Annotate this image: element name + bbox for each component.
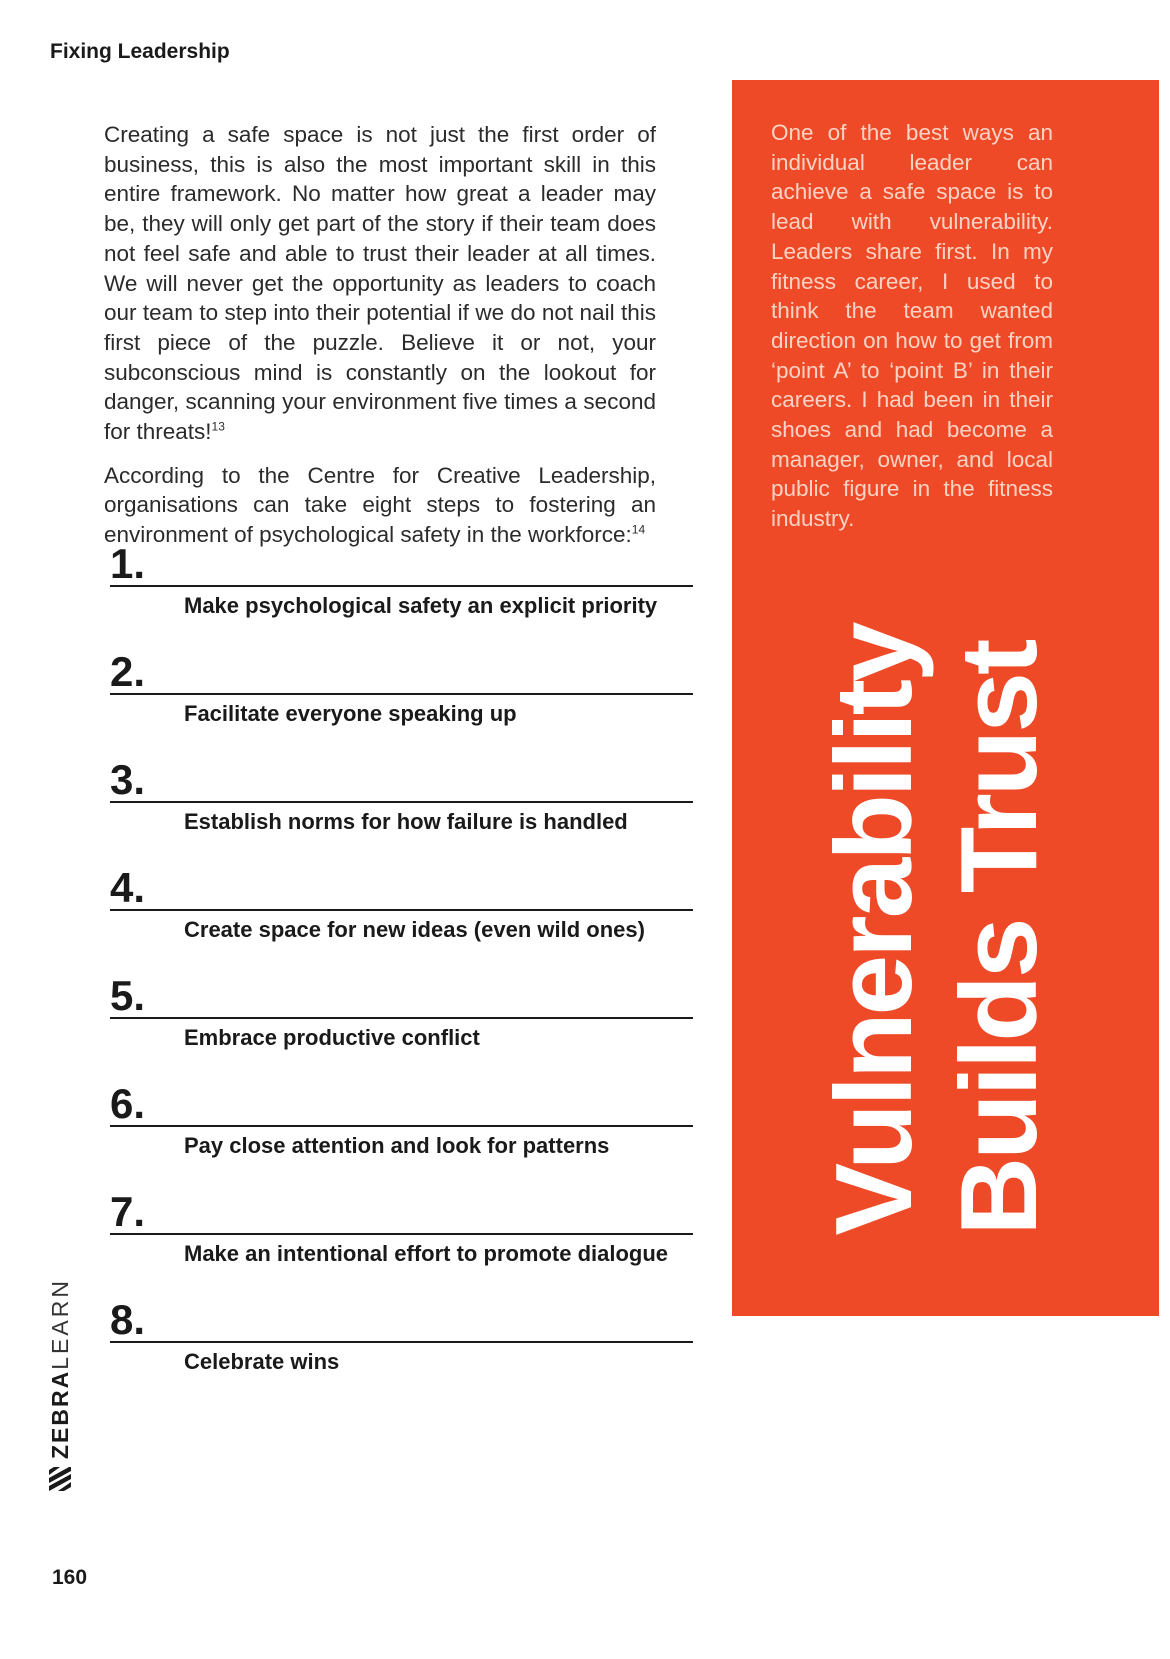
steps-list [110, 540, 693, 1404]
body-paragraph-2-text: According to the Centre for Creative Leadership, organisations can take eight steps to fostering an environment of psychological safety in the workforce: [104, 462, 656, 548]
brand-wordmark [47, 1278, 73, 1491]
step-divider [110, 1233, 693, 1235]
step-number: 1. [110, 540, 146, 587]
step-number: 3. [110, 756, 146, 803]
step-text: Create space for new ideas (even wild ones) [184, 917, 645, 942]
step-item [110, 1080, 693, 1188]
main-text [104, 120, 656, 564]
step-divider [110, 1125, 693, 1127]
step-item [110, 540, 693, 648]
step-text: Celebrate wins [184, 1349, 340, 1374]
step-item [110, 756, 693, 864]
step-divider [110, 693, 693, 695]
footnote-ref-14[interactable]: 14 [631, 522, 646, 537]
step-divider [110, 1341, 693, 1343]
step-text: Make psychological safety an explicit priority [184, 593, 658, 618]
step-item [110, 1296, 693, 1404]
step-number: 8. [110, 1296, 146, 1343]
brand-name-bold: ZEBRA [47, 1369, 73, 1459]
step-number: 5. [110, 972, 146, 1019]
step-divider [110, 909, 693, 911]
body-paragraph-1-text: Creating a safe space is not just the first order of business, this is also the most important skill in this entire framework. No matter how great a leader may be, they will only get part of the story if their team does not feel safe and able to trust their leader at all times. We will never get the opportunity as leaders to coach our team to step into their potential if we do not nail this first piece of the puzzle. Believe it or not, your subconscious mind is constantly on the lookout for danger, scanning your environment five times a second for threats! [104, 122, 656, 445]
body-paragraph-1 [104, 120, 656, 447]
brand-name-light: LEARN [47, 1278, 73, 1370]
sidebar-heading-line-1: Vulnerability [813, 624, 935, 1236]
sidebar-callout [732, 80, 1159, 1316]
step-number: 2. [110, 648, 146, 695]
step-item [110, 972, 693, 1080]
sidebar-text: One of the best ways an individual leader can achieve a safe space is to lead with vulnerability. Leaders share first. In my fitness career, I used to think the team wanted direction on how to get from ‘point A’ to ‘point B’ in their careers. I had been in their shoes and had become a manager, owner, and local public figure in the fitness industry. [771, 120, 1053, 532]
step-number: 7. [110, 1188, 146, 1235]
running-title: Fixing Leadership [50, 40, 230, 63]
page-number: 160 [52, 1566, 88, 1589]
step-item [110, 1188, 693, 1296]
step-item [110, 864, 693, 972]
step-text: Pay close attention and look for patterns [184, 1133, 610, 1158]
step-number: 6. [110, 1080, 146, 1127]
step-text: Make an intentional effort to promote dialogue [184, 1241, 669, 1266]
step-text: Establish norms for how failure is handled [184, 809, 628, 834]
step-text: Facilitate everyone speaking up [184, 701, 517, 726]
step-item [110, 648, 693, 756]
step-number: 4. [110, 864, 146, 911]
sidebar-heading-text [812, 624, 1062, 1235]
body-paragraph-2 [104, 461, 656, 550]
step-divider [110, 585, 693, 587]
sidebar-heading-line-2: Builds Trust [938, 641, 1060, 1236]
zebra-stripes-icon [49, 1467, 71, 1491]
step-divider [110, 801, 693, 803]
step-text: Embrace productive conflict [184, 1025, 480, 1050]
footnote-ref-13[interactable]: 13 [211, 419, 225, 434]
step-divider [110, 1017, 693, 1019]
